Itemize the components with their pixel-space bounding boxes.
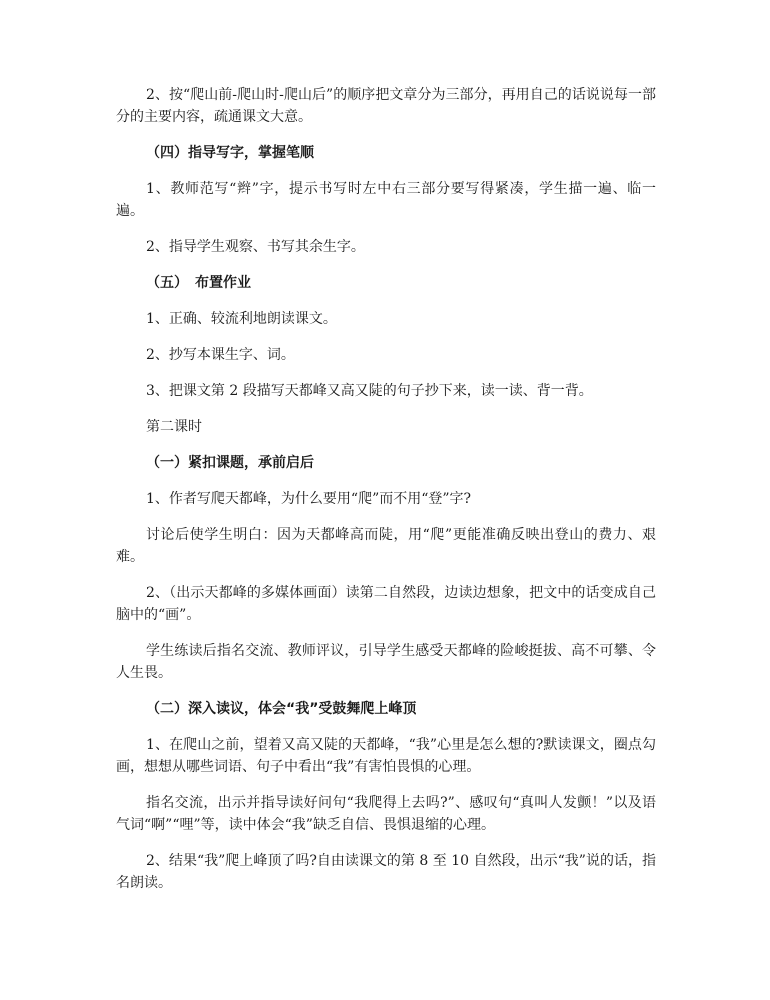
lesson-label-second: 第二课时 (146, 419, 202, 435)
paragraph-question-climb: 1、作者写爬天都峰，为什么要用“爬”而不用“登”字? (146, 491, 472, 507)
paragraph-before-climb: 1、在爬山之前，望着又高又陡的天都峰，“我”心里是怎么想的?默读课文，圈点勾画，想想从哪些词语、句子中看出“我”有害怕畏惧的心理。 (116, 737, 656, 775)
section-heading-reading: （二）深入读议，体会“我”受鼓舞爬上峰顶 (146, 701, 417, 717)
document-body (116, 84, 656, 908)
paragraph-result: 2、结果“我”爬上峰顶了吗?自由读课文的第 8 至 10 自然段，出示“我”说的话，指名朗读。 (116, 853, 656, 891)
paragraph-guide-writing: 2、指导学生观察、书写其余生字。 (146, 239, 365, 255)
paragraph-divide-parts: 2、按“爬山前-爬山时-爬山后”的顺序把文章分为三部分，再用自己的话说说每一部分的主要内容，疏通课文大意。 (116, 87, 656, 125)
paragraph-teacher-demo: 1、教师范写“辫”字，提示书写时左中右三部分要写得紧凑，学生描一遍、临一遍。 (116, 181, 656, 219)
section-heading-writing: （四）指导写字，掌握笔顺 (146, 145, 314, 161)
paragraph-homework-3: 3、把课文第 2 段描写天都峰又高又陡的句子抄下来，读一读、背一背。 (146, 383, 593, 399)
paragraph-homework-2: 2、抄写本课生字、词。 (146, 347, 295, 363)
paragraph-student-practice: 学生练读后指名交流、教师评议，引导学生感受天都峰的险峻挺拔、高不可攀、令人生畏。 (116, 643, 656, 681)
paragraph-discussion: 讨论后使学生明白：因为天都峰高而陡，用“爬”更能准确反映出登山的费力、艰难。 (116, 527, 656, 565)
paragraph-exchange: 指名交流，出示并指导读好问句“我爬得上去吗?”、感叹句“真叫人发颤！”以及语气词“啊”“哩”等，读中体会“我”缺乏自信、畏惧退缩的心理。 (116, 795, 656, 833)
paragraph-multimedia: 2、（出示天都峰的多媒体画面）读第二自然段，边读边想象，把文中的话变成自己脑中的“画”。 (116, 585, 656, 623)
section-heading-topic: （一）紧扣课题，承前启后 (146, 455, 314, 471)
section-heading-homework: （五） 布置作业 (146, 275, 251, 291)
paragraph-homework-1: 1、正确、较流利地朗读课文。 (146, 311, 337, 327)
